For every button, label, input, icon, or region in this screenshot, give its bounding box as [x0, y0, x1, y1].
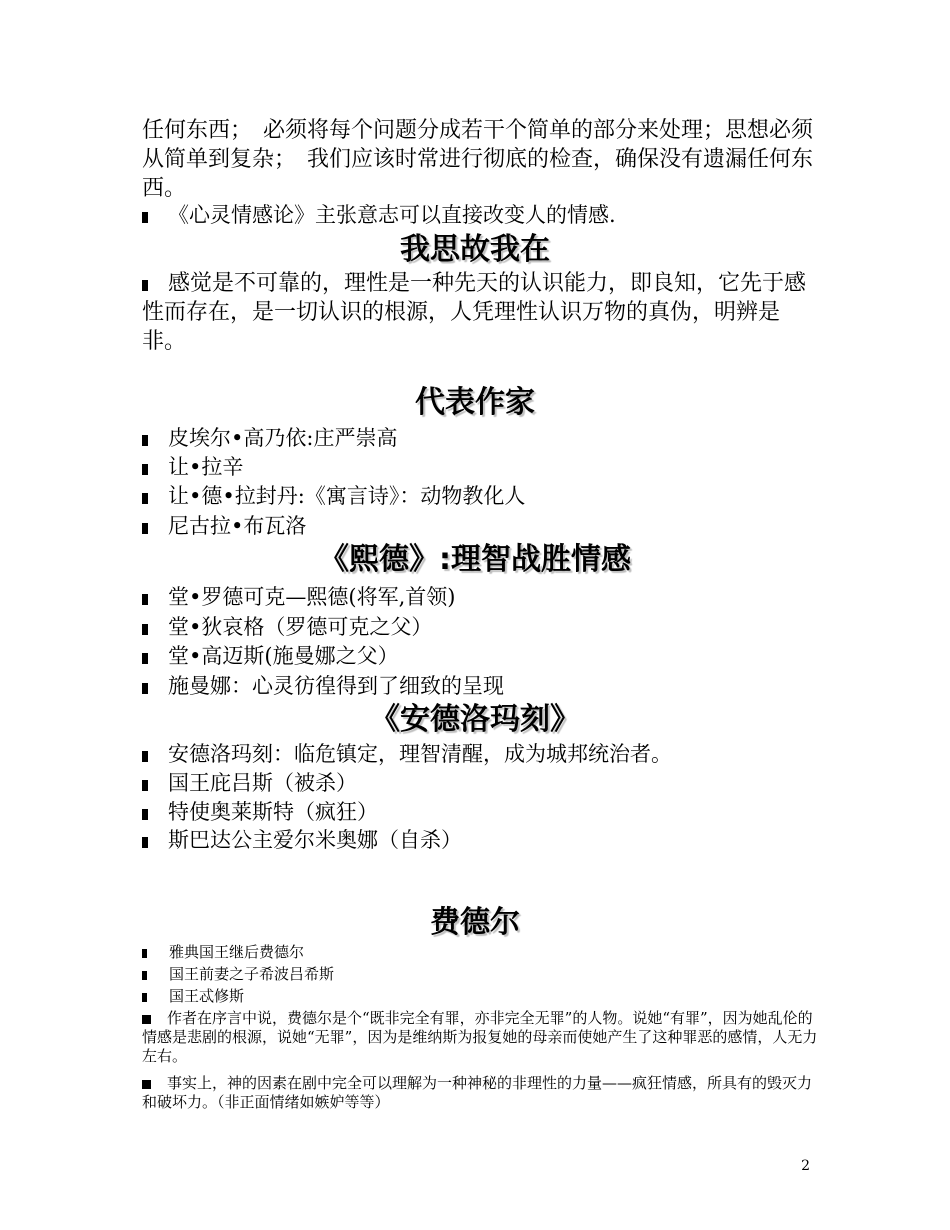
paragraph-text: 感觉是不可靠的，理性是一种先天的认识能力，即良知，它先于感性而存在，是一切认识的根源，人凭理性认识万物的真伪，明辨是非。 [142, 271, 807, 354]
list-item-text: 堂•高迈斯(施曼娜之父） [168, 644, 399, 668]
list-item-text: 雅典国王继后费德尔 [169, 943, 305, 961]
list-item-text: 《心灵情感论》主张意志可以直接改变人的情感. [168, 203, 616, 227]
list-item-text: 国王忒修斯 [169, 987, 245, 1005]
list-item [142, 740, 818, 769]
list-item [142, 672, 818, 701]
list-item-text: 斯巴达公主爱尔米奥娜（自杀） [168, 828, 462, 852]
list-item-text: 安德洛玛刻：临危镇定，理智清醒，成为城邦统治者。 [168, 742, 672, 766]
bullet-icon [142, 1015, 151, 1024]
bullet-icon [142, 1080, 151, 1089]
section-paragraph [142, 269, 818, 356]
list-item [142, 826, 818, 855]
bullet-icon [142, 809, 148, 820]
list-item [142, 453, 818, 482]
bullet-icon [142, 949, 147, 958]
list-item-text: 特使奥莱斯特（疯狂） [168, 800, 378, 824]
bullet-icon [142, 212, 148, 223]
page-number: 2 [801, 1158, 810, 1174]
list-item-text: 尼古拉•布瓦洛 [168, 514, 307, 538]
list-item-text: 皮埃尔•高乃依:庄严崇高 [168, 426, 398, 450]
section-title: 《熙德》:理智战胜情感 [319, 542, 631, 577]
list-item [142, 943, 818, 962]
section-title: 我思故我在 [400, 232, 550, 267]
list-item [142, 201, 818, 230]
section-title: 费德尔 [430, 905, 520, 940]
paragraph-text: 作者在序言中说，费德尔是个“既非完全有罪，亦非完全无罪”的人物。说她“有罪”，因为她乱伦的情感是悲剧的根源，说她“无罪”，因为是维纳斯为报复她的母亲而使她产生了这种罪恶的感情，人无力左右。 [142, 1009, 818, 1065]
list-item-text: 让•德•拉封丹:《寓言诗》：动物教化人 [168, 484, 526, 508]
bullet-icon [142, 523, 148, 534]
bullet-icon [142, 993, 147, 1002]
section-title: 《安德洛玛刻》 [370, 702, 580, 737]
list-item [142, 424, 818, 453]
list-item-text: 施曼娜：心灵彷徨得到了细致的呈现 [168, 674, 504, 698]
list-item-text: 国王庇吕斯（被杀） [168, 771, 357, 795]
section-title: 代表作家 [415, 385, 535, 420]
list-item [142, 583, 818, 612]
paragraph-text: 事实上，神的因素在剧中完全可以理解为一种神秘的非理性的力量——疯狂情感，所具有的毁灭力和破坏力。（非正面情绪如嫉妒等等） [142, 1074, 813, 1111]
list-item [142, 965, 818, 984]
bullet-icon [142, 971, 147, 980]
bullet-icon [142, 594, 148, 605]
list-item-text: 国王前妻之子希波吕希斯 [169, 965, 335, 983]
bullet-icon [142, 837, 148, 848]
section-paragraph [142, 1074, 818, 1112]
bullet-icon [142, 464, 148, 475]
bullet-icon [142, 280, 148, 291]
list-item [142, 613, 818, 642]
list-item-text: 堂•罗德可克—熙德(将军,首领) [168, 585, 456, 609]
list-item [142, 482, 818, 511]
list-item [142, 798, 818, 827]
list-item-text: 堂•狄哀格（罗德可克之父） [168, 615, 433, 639]
section-paragraph [142, 1009, 818, 1066]
bullet-icon [142, 653, 148, 664]
list-item [142, 512, 818, 541]
bullet-icon [142, 493, 148, 504]
bullet-icon [142, 683, 148, 694]
bullet-icon [142, 624, 148, 635]
intro-paragraph: 任何东西； 必须将每个问题分成若干个简单的部分来处理；思想必须从简单到复杂； 我们应该时常进行彻底的检查，确保没有遗漏任何东西。 [142, 118, 814, 201]
bullet-icon [142, 751, 148, 762]
list-item [142, 987, 818, 1006]
bullet-icon [142, 780, 148, 791]
list-item [142, 769, 818, 798]
bullet-icon [142, 435, 148, 446]
list-item [142, 642, 818, 671]
list-item-text: 让•拉辛 [168, 455, 244, 479]
